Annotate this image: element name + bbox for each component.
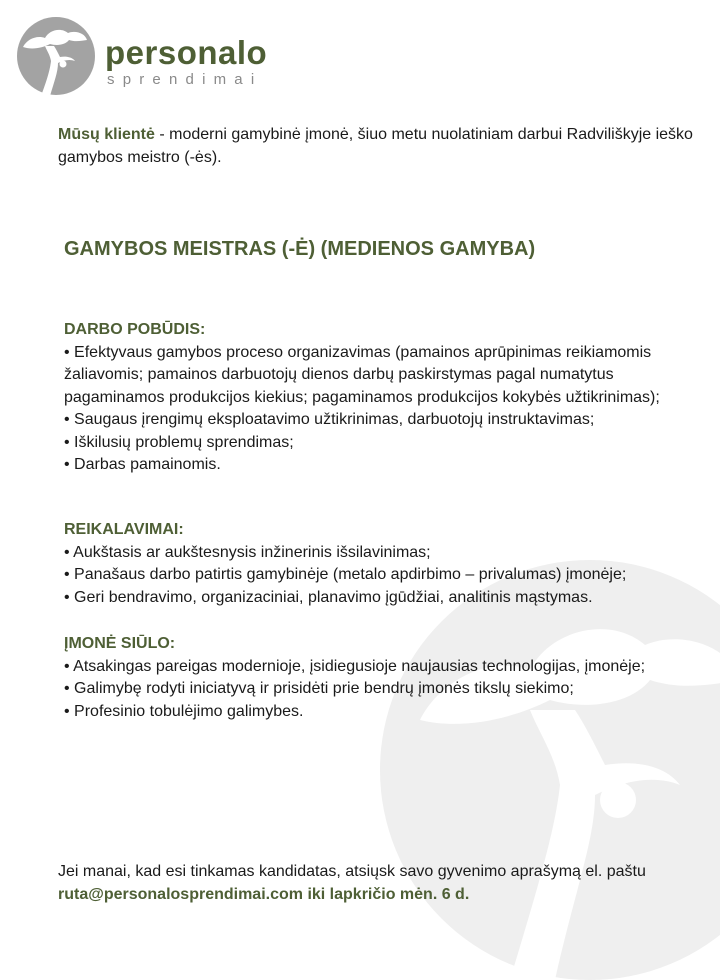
logo-watermark-icon: [380, 560, 720, 980]
list-item: • Profesinio tobulėjimo galimybes.: [64, 702, 304, 720]
requirements-heading: REIKALAVIMAI:: [64, 521, 184, 538]
list-item: • Saugaus įrengimų eksploatavimo užtikrinimas, darbuotojų instruktavimas;: [64, 411, 595, 428]
tree-face-logo-icon: [16, 16, 96, 96]
offer-list: [64, 656, 704, 724]
work-nature-heading: DARBO POBŪDIS:: [64, 321, 206, 338]
work-nature-section: [64, 319, 704, 477]
requirements-section: [64, 519, 704, 609]
intro-paragraph: [58, 124, 698, 169]
list-item: • Aukštasis ar aukštesnysis inžinerinis išsilavinimas;: [64, 543, 431, 561]
list-item: • Efektyvaus gamybos proceso organizavimas (pamainos aprūpinimas reikiamomis žaliavomis; pamainos darbuotojų dienos darbų paskirstymas pagal numatytus pagaminamos produkcijos kiekius; pagaminamos produkcijos kokybės užtikrinimas);: [64, 343, 660, 406]
list-item: • Panašaus darbo patirtis gamybinėje (metalo apdirbimo – privalumas) įmonėje;: [64, 566, 627, 583]
company-logo: [16, 16, 316, 96]
list-item: • Darbas pamainomis.: [64, 456, 221, 473]
application-footer: [58, 861, 698, 906]
logo-tagline: sprendimai: [107, 71, 263, 88]
work-nature-list: [64, 342, 704, 477]
offer-section: [64, 633, 704, 723]
list-item: • Atsakingas pareigas modernioje, įsidiegusioje naujausias technologijas, įmonėje;: [64, 657, 646, 675]
contact-email-deadline[interactable]: ruta@personalosprendimai.com iki lapkričio mėn. 6 d.: [58, 885, 470, 903]
list-item: • Iškilusių problemų sprendimas;: [64, 433, 294, 451]
logo-wordmark: personalo: [105, 34, 268, 71]
requirements-list: [64, 542, 704, 610]
intro-text: - moderni gamybinė įmonė, šiuo metu nuolatiniam darbui Radviliškyje ieško gamybos meistro (-ės).: [58, 126, 693, 166]
job-title: GAMYBOS MEISTRAS (-Ė) (MEDIENOS GAMYBA): [64, 238, 536, 260]
list-item: • Geri bendravimo, organizaciniai, planavimo įgūdžiai, analitinis mąstymas.: [64, 588, 593, 606]
list-item: • Galimybę rodyti iniciatyvą ir prisidėti prie bendrų įmonės tikslų siekimo;: [64, 680, 574, 697]
client-label: Mūsų klientė: [58, 126, 155, 143]
footer-text: Jei manai, kad esi tinkamas kandidatas, atsiųsk savo gyvenimo aprašymą el. paštu: [58, 863, 646, 880]
offer-heading: ĮMONĖ SIŪLO:: [64, 635, 176, 652]
